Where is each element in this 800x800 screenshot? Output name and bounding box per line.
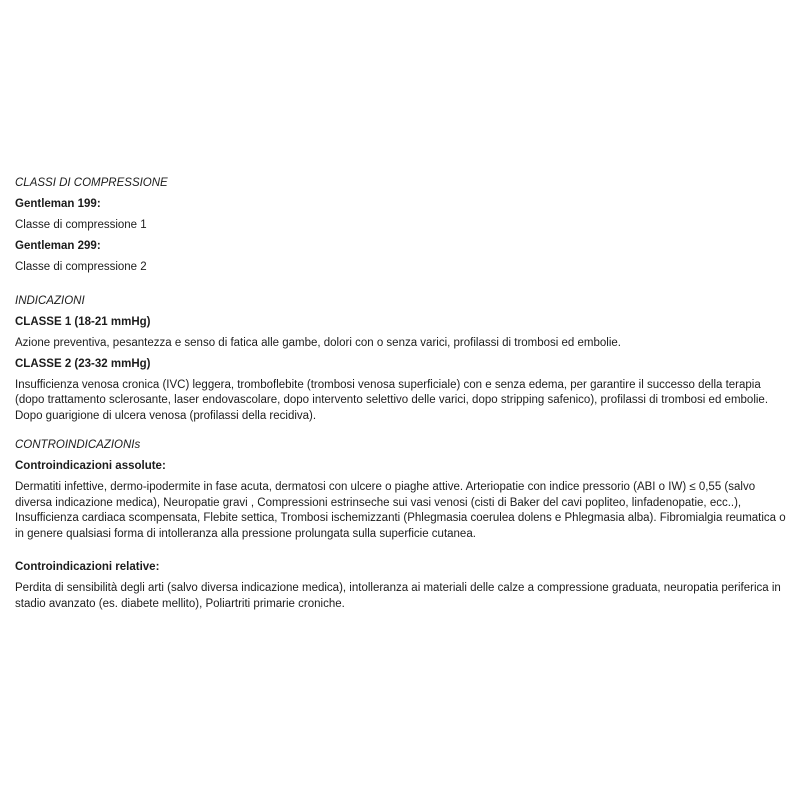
controindicazioni-relative-label: Controindicazioni relative: bbox=[15, 561, 160, 573]
controindicazioni-relative-paragraph: Perdita di sensibilità degli arti (salvo diversa indicazione medica), intolleranza ai materiali delle calze a compressione graduata, neuropatia periferica in stadio avanzato (es. diabete mellito), Poliartriti primarie croniche. bbox=[15, 582, 781, 610]
classe-2-label: CLASSE 2 (23-32 mmHg) bbox=[15, 357, 151, 370]
gentleman-299-label: Gentleman 299: bbox=[15, 240, 101, 252]
gentleman-199-label: Gentleman 199: bbox=[15, 198, 101, 210]
gentleman-299-value: Classe di compressione 2 bbox=[15, 261, 147, 273]
section-heading-controindicazioni: CONTROINDICAZIONIs bbox=[15, 439, 141, 451]
controindicazioni-assolute-label: Controindicazioni assolute: bbox=[15, 460, 166, 472]
gentleman-199-value: Classe di compressione 1 bbox=[15, 219, 147, 231]
section-heading-classi-di-compressione: CLASSI DI COMPRESSIONE bbox=[15, 177, 168, 189]
section-heading-indicazioni: INDICAZIONI bbox=[15, 294, 85, 307]
classe-1-label: CLASSE 1 (18-21 mmHg) bbox=[15, 315, 151, 328]
product-info-document bbox=[15, 176, 787, 618]
classe-2-paragraph: Insufficienza venosa cronica (IVC) leggera, tromboflebite (trombosi venosa superficiale) con e senza edema, per garantire il successo della terapia (dopo trattamento sclerosante, laser endovascolare, dopo intervento selettivo delle varici, dopo stripping safenico), profilassi di trombosi ed embolie. Dopo guarigione di ulcera venosa (profilassi della recidiva). bbox=[15, 378, 769, 422]
controindicazioni-assolute-paragraph: Dermatiti infettive, dermo-ipodermite in fase acuta, dermatosi con ulcere o piaghe attive. Arteriopatie con indice pressorio (ABI o IW) ≤ 0,55 (salvo diversa indicazione medica), Neuropatie gravi , Compressioni estrinseche sui vasi venosi (cisti di Baker del cavi popliteo, linfadenopatie, ecc..), Insufficienza cardiaca scompensata, Flebite settica, Trombosi ischemizzanti (Phlegmasia coerulea dolens e Phlegmasia alba). Fibromialgia reumatica o in genere qualsiasi forma di intolleranza alla pressione prolungata sulla superficie cutanea. bbox=[15, 481, 786, 540]
classe-1-paragraph: Azione preventiva, pesantezza e senso di fatica alle gambe, dolori con o senza varici, profilassi di trombosi ed embolie. bbox=[15, 336, 621, 349]
